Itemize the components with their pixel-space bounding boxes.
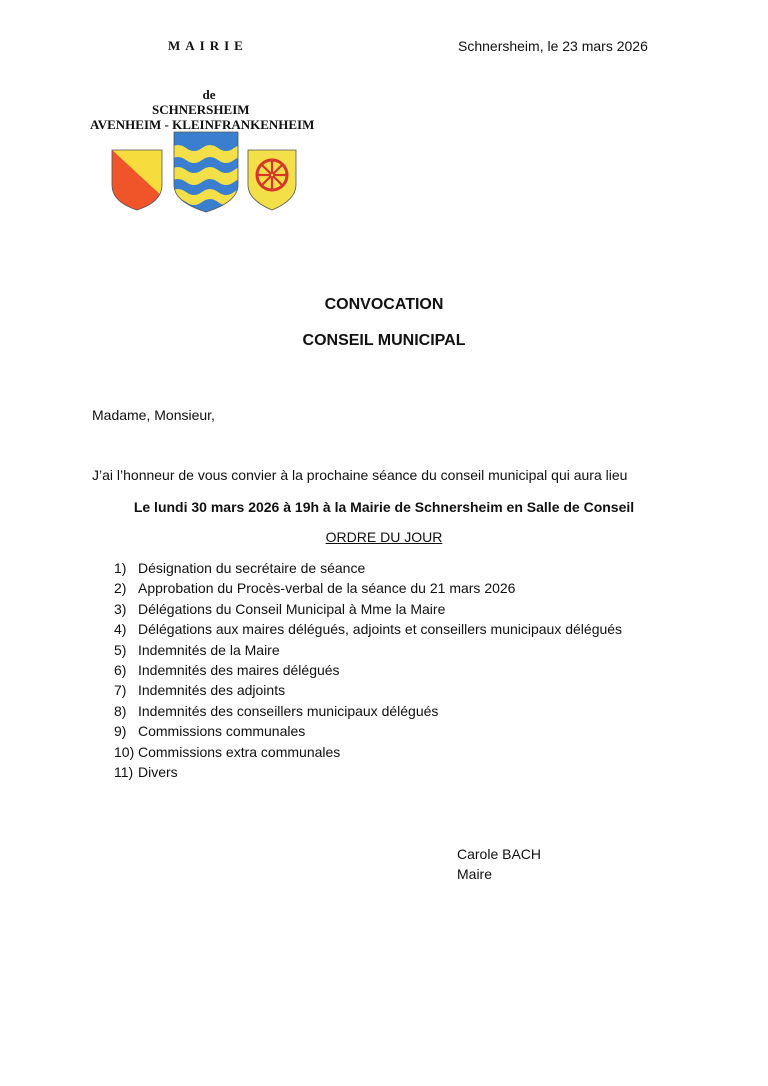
agenda-item <box>114 742 622 762</box>
coats-of-arms <box>110 130 310 215</box>
agenda-heading <box>0 529 768 545</box>
agenda-item-text: Approbation du Procès-verbal de la séance du 21 mars 2026 <box>138 580 516 597</box>
signer-name: Carole BACH <box>457 846 542 862</box>
signer-role: Maire <box>457 866 493 882</box>
agenda-item-number: 2) <box>114 580 127 597</box>
agenda-item-text: Commissions extra communales <box>138 743 341 760</box>
letterhead-villages: AVENHEIM - KLEINFRANKENHEIM <box>90 117 315 132</box>
document-title: CONVOCATION <box>324 296 444 313</box>
agenda-item <box>114 701 622 721</box>
document-subtitle: CONSEIL MUNICIPAL <box>302 332 466 349</box>
agenda-item-text: Indemnités des adjoints <box>138 682 286 699</box>
agenda-item-number: 1) <box>114 560 127 576</box>
agenda-item-text: Commissions communales <box>138 723 306 740</box>
agenda-item-number: 10) <box>114 743 135 760</box>
agenda-item-text: Délégations du Conseil Municipal à Mme la Maire <box>138 600 446 617</box>
agenda-item <box>114 721 622 741</box>
intro-paragraph: J’ai l’honneur de vous convier à la prochaine séance du conseil municipal qui aura lieu <box>92 467 628 483</box>
agenda-item <box>114 578 622 598</box>
agenda-item-number: 8) <box>114 702 127 719</box>
agenda-item-text: Indemnités des conseillers municipaux délégués <box>138 702 439 719</box>
kleinfrankenheim-shield <box>246 148 298 214</box>
agenda-item-text: Indemnités des maires délégués <box>138 661 340 678</box>
agenda-item <box>114 680 622 700</box>
agenda-item-text: Divers <box>138 763 178 780</box>
agenda-list <box>114 558 622 782</box>
agenda-item-number: 6) <box>114 661 127 678</box>
avenheim-shield <box>110 148 166 214</box>
agenda-item <box>114 660 622 680</box>
schnersheim-shield <box>170 130 250 215</box>
date-line: Schnersheim, le 23 mars 2026 <box>458 38 648 54</box>
agenda-item <box>114 619 622 639</box>
mairie-heading: MAIRIE <box>168 38 248 53</box>
agenda-item <box>114 599 622 619</box>
agenda-item-text: Indemnités de la Maire <box>138 641 280 658</box>
agenda-item-number: 11) <box>114 763 134 780</box>
agenda-item-number: 9) <box>114 723 127 740</box>
letterhead-town: SCHNERSHEIM <box>152 102 250 117</box>
meeting-details: Le lundi 30 mars 2026 à 19h à la Mairie de Schnersheim en Salle de Conseil <box>133 499 635 515</box>
agenda-item-text: Désignation du secrétaire de séance <box>138 560 366 576</box>
agenda-item <box>114 558 622 578</box>
agenda-item-text: Délégations aux maires délégués, adjoints et conseillers municipaux délégués <box>138 621 623 638</box>
letterhead-de: de <box>202 87 216 102</box>
agenda-item-number: 7) <box>114 682 127 699</box>
agenda-item <box>114 762 622 782</box>
wheel-icon <box>257 160 287 190</box>
agenda-item-number: 5) <box>114 641 127 658</box>
agenda-item <box>114 640 622 660</box>
salutation: Madame, Monsieur, <box>92 407 215 423</box>
agenda-item-number: 3) <box>114 600 127 617</box>
agenda-item-number: 4) <box>114 621 127 638</box>
agenda-heading-text: ORDRE DU JOUR <box>325 529 443 545</box>
